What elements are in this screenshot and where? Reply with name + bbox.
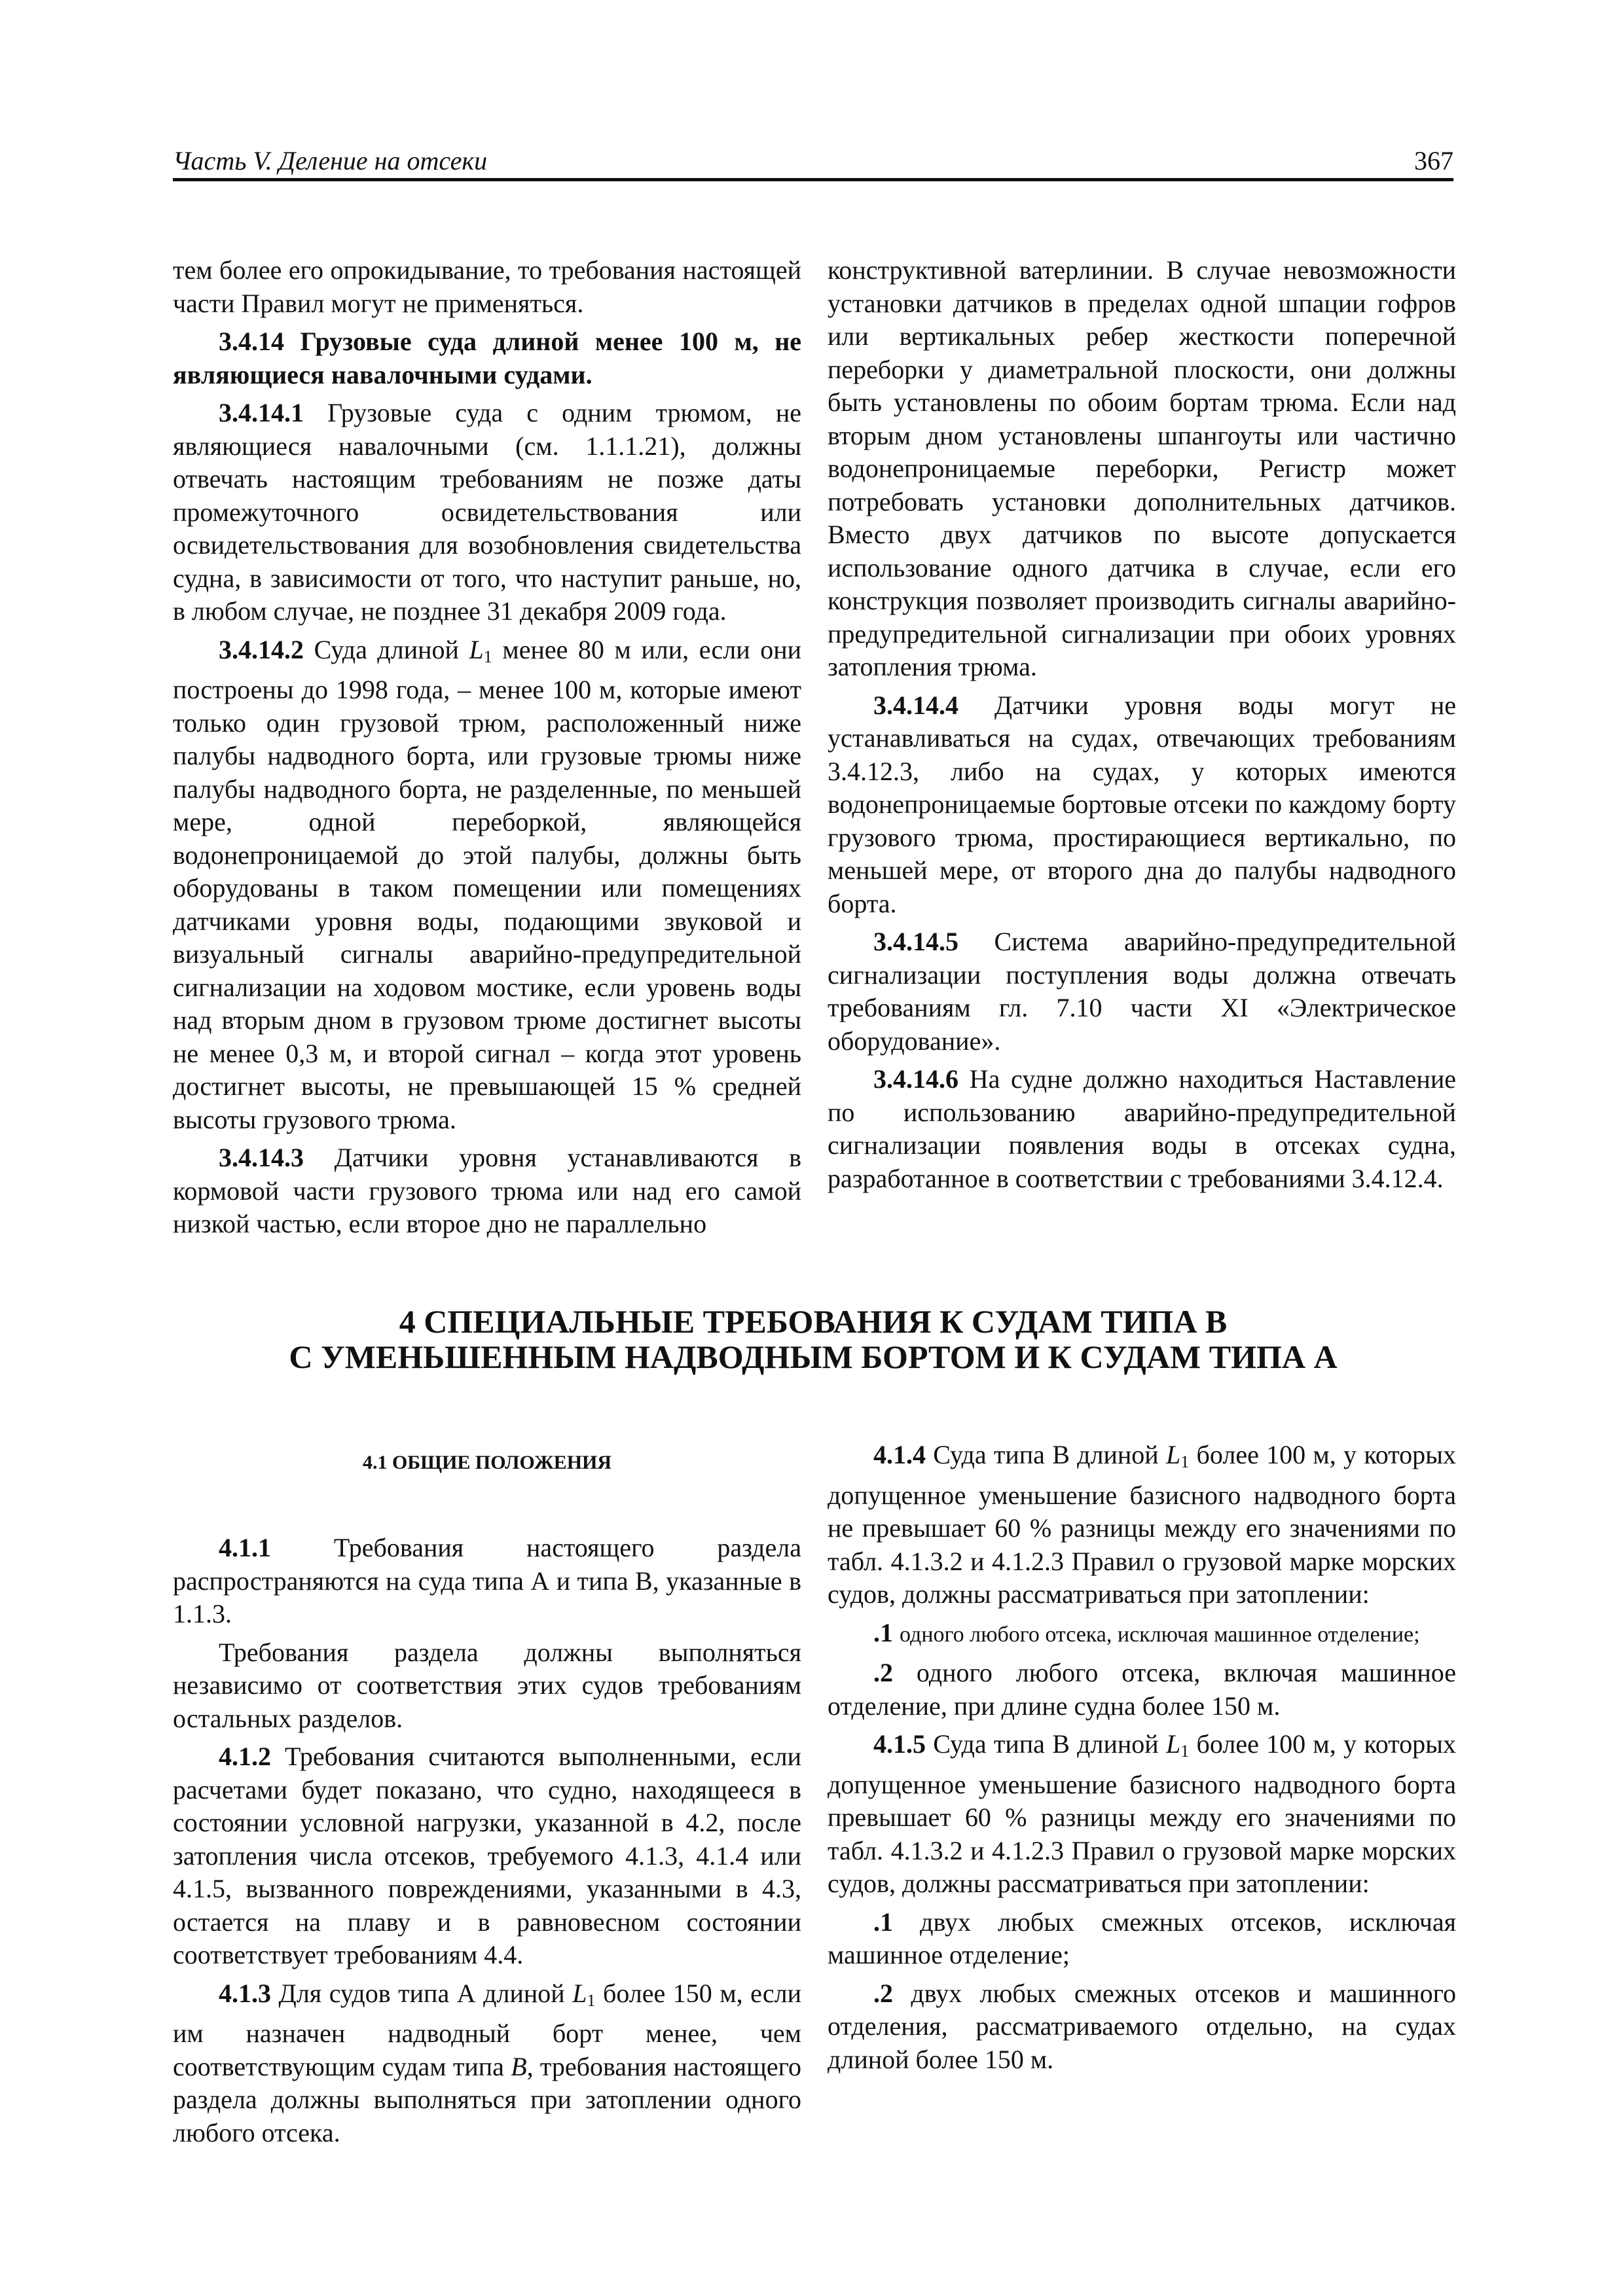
list-item-4-1-5-1: .1 двух любых смежных отсеков, исключая машинное отделение; [828, 1907, 1457, 1969]
paragraph-3-4-14-3: 3.4.14.3 Датчики уровня устанавливаются в кормовой части грузового трюма или над его самой низкой частью, если второе дно не параллельно [173, 1143, 801, 1238]
paragraph-4-1-5: 4.1.5 Суда типа В длиной $L_1$ более 100 м, у которых допущенное уменьшение базисного надводного борта превышает 60 % разницы между его значениями по табл. 4.1.3.2 и 4.1.2.3 Правил о грузовой марке морских судов, должны рассматриваться при затоплении: [828, 1729, 1457, 1898]
paragraph-3-4-14-4: 3.4.14.4 Датчики уровня воды могут не устанавливаться на судах, отвечающих требованиям 3.4.12.3, либо на судах, у которых имеются водонепроницаемые бортовые отсеки по каждому борту грузового трюма, простирающиеся вертикально, по меньшей мере, от второго дна до палубы надводного борта. [828, 690, 1457, 918]
bottom-left-column [173, 1532, 801, 2149]
chapter-heading-line-1: 4 СПЕЦИАЛЬНЫЕ ТРЕБОВАНИЯ К СУДАМ ТИПА В [399, 1303, 1228, 1340]
top-left-column [173, 254, 801, 1241]
heading-3-4-14: 3.4.14 Грузовые суда длиной менее 100 м, не являющиеся навалочными судами. [173, 327, 802, 389]
paragraph-4-1-1: 4.1.1 Требования настоящего раздела распространяются на суда типа А и типа В, указанные в 1.1.3. [173, 1533, 801, 1628]
chapter-heading-line-2: С УМЕНЬШЕННЫМ НАДВОДНЫМ БОРТОМ И К СУДАМ ТИПА А [289, 1338, 1338, 1375]
paragraph-3-4-14-5: 3.4.14.5 Система аварийно-предупредительной сигнализации поступления воды должна отвечать требованиям гл. 7.10 части XI «Электрическое оборудование». [828, 927, 1456, 1056]
chapter-heading [173, 1304, 1453, 1374]
paragraph-4-1-4: 4.1.4 Суда типа В длиной $L_1$ более 100 м, у которых допущенное уменьшение базисного надводного борта не превышает 60 % разницы между его значениями по табл. 4.1.3.2 и 4.1.2.3 Правил о грузовой марке морских судов, должны рассматриваться при затоплении: [828, 1440, 1457, 1609]
paragraph-3-4-14-6: 3.4.14.6 На судне должно находиться Наставление по использованию аварийно-предупредительной сигнализации появления воды в отсеках судна, разработанное в соответствии с требованиями 3.4.12.4. [828, 1064, 1456, 1193]
paragraph-3-4-14-1: 3.4.14.1 Грузовые суда с одним трюмом, не являющиеся навалочными (см. 1.1.1.21), должны отвечать настоящим требованиям не позже даты промежуточного освидетельствования или освидетельствования для возобновления свидетельства судна, в зависимости от того, что наступит раньше, но, в любом случае, не позднее 31 декабря 2009 года. [173, 398, 802, 626]
paragraph-4-1-2: 4.1.2 Требования считаются выполненными, если расчетами будет показано, что судно, находящееся в состоянии условной нагрузки, указанной в 4.2, после затопления числа отсеков, требуемого 4.1.3, 4.1.4 или 4.1.5, вызванного повреждениями, указанными в 4.3, остается на плаву и в равновесном состоянии соответствует требованиям 4.4. [173, 1742, 801, 1969]
running-header [173, 145, 1453, 181]
paragraph-continuation: тем более его опрокидывание, то требования настоящей части Правил могут не применяться. [173, 255, 801, 318]
paragraph-3-4-14-2: 3.4.14.2 Суда длиной $L_1$ менее 80 м или, если они построены до 1998 года, – менее 100 м, которые имеют только один грузовой трюм, расположенный ниже палубы надводного борта, или грузовые трюмы ниже палубы надводного борта, не разделенные, по меньшей мере, одной переборкой, являющейся водонепроницаемой до этой палубы, должны быть оборудованы в таком помещении или помещениях датчиками уровня воды, подающими звуковой и визуальный сигналы аварийно-предупредительной сигнализации на ходовом мостике, если уровень воды над вторым дном в грузовом трюме достигнет высоты не менее 0,3 м, и второй сигнал – когда этот уровень достигнет высоты, не превышающей 15 % средней высоты грузового трюма. [173, 634, 802, 1134]
paragraph-4-1-1-b: Требования раздела должны выполняться независимо от соответствия этих судов требованиям остальных разделов. [173, 1637, 801, 1733]
section-heading-4-1: 4.1 ОБЩИЕ ПОЛОЖЕНИЯ [362, 1452, 612, 1473]
paragraph-4-1-3: 4.1.3 Для судов типа А длиной $L_1$ более 150 м, если им назначен надводный борт менее, чем соответствующим судам типа B, требования настоящего раздела должны выполняться при затоплении одного любого отсека. [173, 1978, 802, 2147]
list-item-4-1-4-2: .2 одного любого отсека, включая машинное отделение, при длине судна более 150 м. [828, 1658, 1457, 1721]
bottom-right-column [828, 1439, 1456, 2076]
page-number: 367 [1414, 146, 1453, 175]
paragraph-continuation: конструктивной ватерлинии. В случае невозможности установки датчиков в пределах одной шпации гофров или вертикальных ребер жесткости поперечной переборки у диаметральной плоскости, они должны быть установлены по обоим бортам трюма. Если над вторым дном установлены шпангоуты или частично водонепроницаемые переборки, Регистр может потребовать установки дополнительных датчиков. Вместо двух датчиков по высоте допускается использование одного датчика в случае, если его конструкция позволяет производить сигналы аварийно-предупредительной сигнализации при обоих уровнях затопления трюма. [828, 255, 1456, 681]
list-item-4-1-5-2: .2 двух любых смежных отсеков и машинного отделения, рассматриваемого отдельно, на судах длиной более 150 м. [828, 1978, 1456, 2074]
list-item-4-1-4-1: .1 одного любого отсека, исключая машинное отделение; [873, 1617, 1420, 1647]
header-part-title: Часть V. Деление на отсеки [173, 146, 488, 175]
top-right-column [828, 254, 1456, 1195]
